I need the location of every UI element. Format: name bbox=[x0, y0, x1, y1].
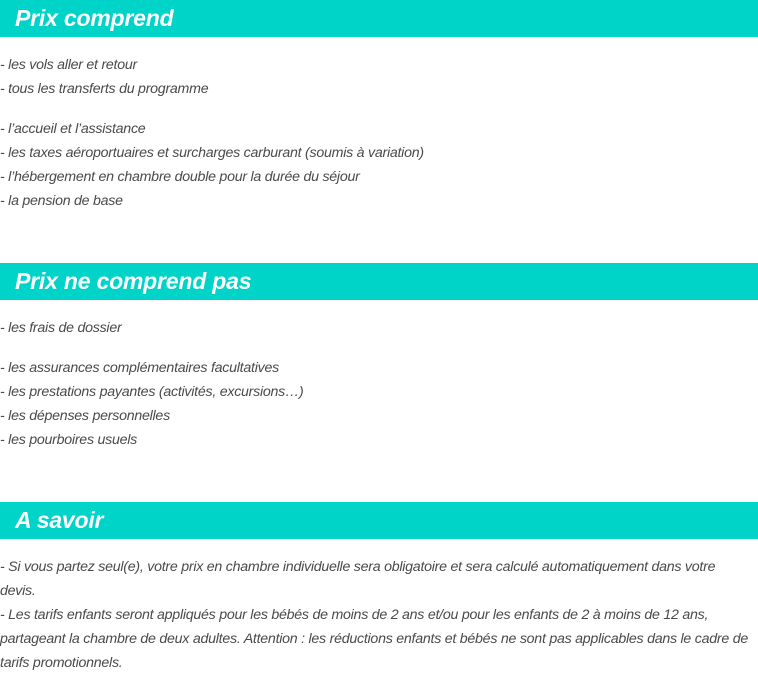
list-item: - les taxes aéroportuaires et surcharges carburant (soumis à variation) bbox=[0, 145, 424, 161]
list-item: - les frais de dossier bbox=[0, 320, 122, 336]
spacer bbox=[0, 340, 758, 356]
notes bbox=[0, 539, 758, 675]
spacer bbox=[0, 101, 758, 117]
list-item: - les dépenses personnelles bbox=[0, 408, 170, 424]
section-title: Prix comprend bbox=[0, 0, 758, 37]
list-item: - les assurances complémentaires facultatives bbox=[0, 360, 279, 376]
list-item: - la pension de base bbox=[0, 193, 123, 209]
list-item: - les prestations payantes (activités, excursions…) bbox=[0, 384, 304, 400]
list-item: - les vols aller et retour bbox=[0, 57, 138, 73]
list-item: - les pourboires usuels bbox=[0, 432, 137, 448]
list-item: - l’hébergement en chambre double pour la durée du séjour bbox=[0, 169, 360, 185]
section-title: A savoir bbox=[0, 502, 758, 539]
section-prix-ne-comprend-pas bbox=[0, 263, 758, 452]
section-title: Prix ne comprend pas bbox=[0, 263, 758, 300]
list-item: - tous les transferts du programme bbox=[0, 81, 209, 97]
excluded-list bbox=[0, 300, 758, 452]
included-list bbox=[0, 37, 758, 213]
note-paragraph: - Si vous partez seul(e), votre prix en chambre individuelle sera obligatoire et sera calculé automatiquement dans votre devis. bbox=[0, 559, 716, 599]
section-a-savoir bbox=[0, 502, 758, 675]
section-prix-comprend bbox=[0, 0, 758, 213]
list-item: - l’accueil et l’assistance bbox=[0, 121, 146, 137]
note-paragraph: - Les tarifs enfants seront appliqués pour les bébés de moins de 2 ans et/ou pour les enfants de 2 à moins de 12 ans, partageant la chambre de deux adultes. Attention : les réductions enfants et bébés ne sont pas applicables dans le cadre de tarifs promotionnels. bbox=[0, 607, 748, 671]
